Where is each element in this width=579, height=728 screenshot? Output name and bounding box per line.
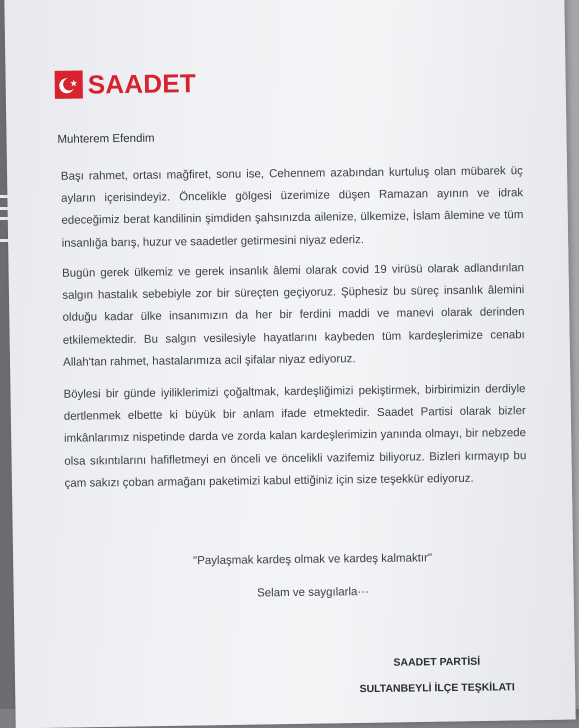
signature-party: SAADET PARTİSİ bbox=[393, 655, 481, 669]
party-logo bbox=[55, 69, 196, 99]
closing-line: Selam ve saygılarla··· bbox=[256, 586, 369, 600]
signature-branch: SULTANBEYLİ İLÇE TEŞKİLATI bbox=[359, 681, 515, 696]
quote: "Paylaşmak kardeş olmak ve kardeş kalmaktır" bbox=[193, 552, 433, 568]
paragraph-1: Başı rahmet, ortası mağfiret, sonu ise, Cehennem azabından kurtuluş olan mübarek üç ayların içerisindeyiz. Öncelikle gölgesi üzerimize düşen Ramazan ayının ve idrak edeceğimiz berat kandilinin şimdiden şahsınızda ailenize, ülkemize, İslam âlemine ve tüm insanlığa barış, huzur ve saadetler getirmesini niyaz ederiz. bbox=[60, 165, 524, 250]
paragraph-3: Böylesi bir günde iyiliklerimizi çoğaltmak, kardeşliğimizi pekiştirmek, birbirimizin derdiyle dertlenmek elbette ki büyük bir anlam ifade etmektedir. Saadet Partisi olarak bizler imkânlarımız nispetinde darda ve zorda kalan kardeşlerimizin yanında olmayı, bir nebzede olsa sıkıntılarını hafifletmeyi en önceli ve öncelikli vazifemiz biliyoruz. Bizleri kırmayıp bu çam sakızı çoban armağanı paketimizi kabul ettiğiniz için size teşekkür ediyoruz. bbox=[63, 383, 527, 490]
logo-wordmark: SAADET bbox=[87, 68, 197, 100]
paragraph-2: Bugün gerek ülkemiz ve gerek insanlık âlemi olarak covid 19 virüsü olarak adlandırılan salgın hastalık sebebiyle zor bir süreçten geçiyoruz. Şüphesiz bu süreç insanlık âlemini olduğu kadar ülke insanımızın da her bir ferdini maddi ve manevi olarak derinden etkilemektedir. Bu salgın vesilesiyle hayatlarını kaybeden tüm kardeşlerimize cenabı Allah'tan rahmet, hastalarımıza acil şifalar niyaz ediyoruz. bbox=[61, 262, 525, 369]
salutation: Muhterem Efendim bbox=[57, 132, 155, 146]
crescent-star-icon bbox=[55, 71, 83, 99]
